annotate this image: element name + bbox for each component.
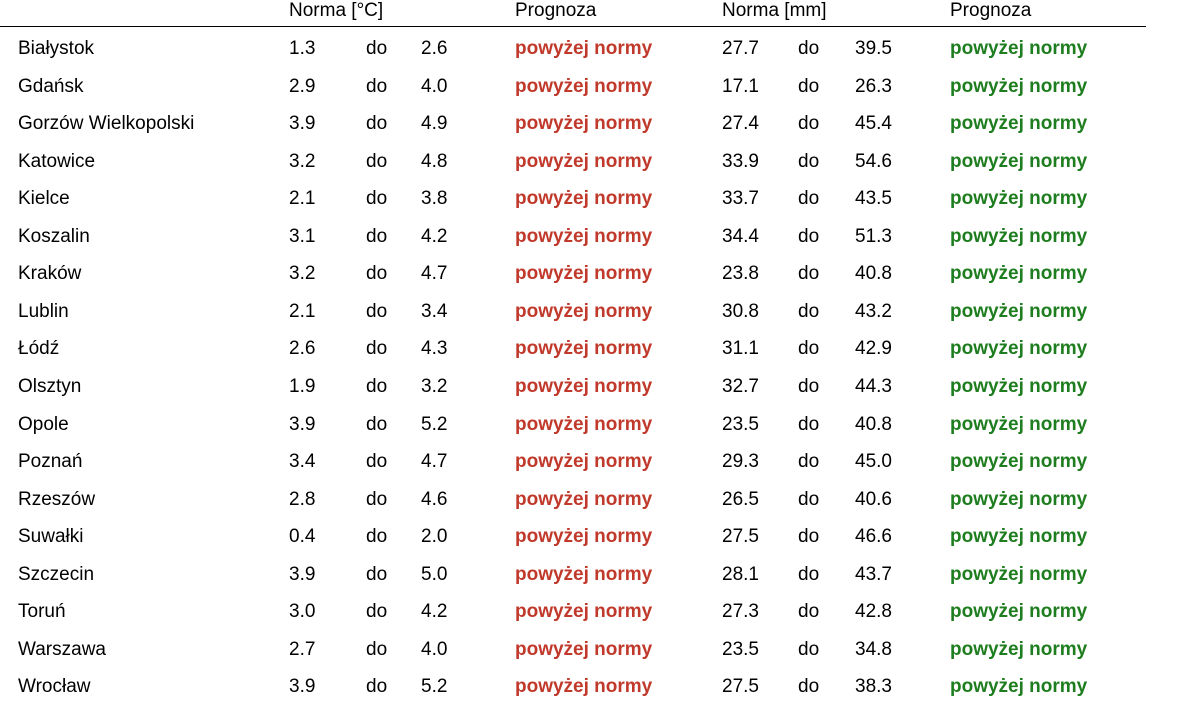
city-name-cell: Kielce xyxy=(18,188,70,210)
rain-norm-max-cell: 42.8 xyxy=(855,601,892,623)
rain-norm-max-cell: 43.2 xyxy=(855,300,892,322)
rain-norm-separator: do xyxy=(798,526,820,548)
temp-norm-separator: do xyxy=(366,300,388,322)
temp-forecast-cell: powyżej normy xyxy=(515,338,653,360)
rain-norm-min-cell: 26.5 xyxy=(722,488,759,510)
temp-forecast-cell: powyżej normy xyxy=(515,563,653,585)
rain-forecast-cell: powyżej normy xyxy=(950,563,1088,585)
city-name-cell: Gdańsk xyxy=(18,75,84,97)
rain-norm-max-cell: 43.7 xyxy=(855,563,892,585)
header-divider xyxy=(0,26,1146,27)
rain-norm-max-cell: 40.8 xyxy=(855,413,892,435)
table-row xyxy=(0,73,1200,111)
rain-norm-min-cell: 31.1 xyxy=(722,338,759,360)
rain-norm-min-cell: 27.3 xyxy=(722,601,759,623)
table-row xyxy=(0,335,1200,373)
table-header xyxy=(0,0,1200,26)
rain-forecast-cell: powyżej normy xyxy=(950,638,1088,660)
temp-norm-max-cell: 4.6 xyxy=(421,488,448,510)
temp-norm-separator: do xyxy=(366,526,388,548)
temp-norm-min-cell: 2.7 xyxy=(289,638,316,660)
table-row xyxy=(0,110,1200,148)
table-row xyxy=(0,185,1200,223)
rain-norm-min-cell: 32.7 xyxy=(722,375,759,397)
rain-norm-min-cell: 23.5 xyxy=(722,638,759,660)
temp-forecast-cell: powyżej normy xyxy=(515,526,653,548)
header-temp-norm: Norma [°C] xyxy=(289,0,384,21)
city-name-cell: Białystok xyxy=(18,38,95,59)
temp-forecast-cell: powyżej normy xyxy=(515,113,653,135)
rain-norm-max-cell: 26.3 xyxy=(855,75,892,97)
header-temp-forecast: Prognoza xyxy=(515,0,597,21)
rain-norm-separator: do xyxy=(798,113,820,135)
rain-forecast-cell: powyżej normy xyxy=(950,188,1088,210)
city-name-cell: Olsztyn xyxy=(18,375,82,397)
temp-forecast-cell: powyżej normy xyxy=(515,38,653,59)
temp-norm-min-cell: 3.1 xyxy=(289,225,316,247)
rain-norm-min-cell: 33.7 xyxy=(722,188,759,210)
temp-norm-separator: do xyxy=(366,638,388,660)
rain-norm-max-cell: 43.5 xyxy=(855,188,892,210)
temp-norm-min-cell: 3.9 xyxy=(289,563,316,585)
rain-norm-min-cell: 34.4 xyxy=(722,225,759,247)
temp-norm-max-cell: 5.2 xyxy=(421,413,448,435)
temp-norm-min-cell: 1.9 xyxy=(289,375,316,397)
table-row xyxy=(0,598,1200,636)
rain-norm-min-cell: 27.5 xyxy=(722,676,759,698)
table-row xyxy=(0,298,1200,336)
temp-norm-min-cell: 1.3 xyxy=(289,38,316,59)
table-row xyxy=(0,35,1200,73)
table-row xyxy=(0,561,1200,599)
rain-norm-separator: do xyxy=(798,638,820,660)
temp-norm-separator: do xyxy=(366,563,388,585)
rain-norm-separator: do xyxy=(798,38,820,59)
city-name-cell: Suwałki xyxy=(18,526,84,548)
rain-forecast-cell: powyżej normy xyxy=(950,601,1088,623)
temp-norm-max-cell: 3.8 xyxy=(421,188,448,210)
rain-forecast-cell: powyżej normy xyxy=(950,338,1088,360)
temp-norm-min-cell: 2.8 xyxy=(289,488,316,510)
temp-forecast-cell: powyżej normy xyxy=(515,638,653,660)
temp-norm-min-cell: 3.2 xyxy=(289,150,316,172)
rain-norm-min-cell: 29.3 xyxy=(722,451,759,473)
rain-norm-separator: do xyxy=(798,300,820,322)
temp-norm-max-cell: 4.9 xyxy=(421,113,448,135)
temp-forecast-cell: powyżej normy xyxy=(515,188,653,210)
city-name-cell: Rzeszów xyxy=(18,488,96,510)
table-row xyxy=(0,486,1200,524)
rain-forecast-cell: powyżej normy xyxy=(950,375,1088,397)
temp-forecast-cell: powyżej normy xyxy=(515,413,653,435)
temp-norm-max-cell: 4.2 xyxy=(421,225,448,247)
temp-forecast-cell: powyżej normy xyxy=(515,601,653,623)
table-row xyxy=(0,523,1200,561)
rain-norm-separator: do xyxy=(798,601,820,623)
rain-norm-min-cell: 23.5 xyxy=(722,413,759,435)
rain-norm-separator: do xyxy=(798,338,820,360)
temp-norm-separator: do xyxy=(366,488,388,510)
temp-norm-min-cell: 3.4 xyxy=(289,451,316,473)
table-row xyxy=(0,636,1200,674)
city-name-cell: Koszalin xyxy=(18,225,90,247)
temp-norm-max-cell: 4.7 xyxy=(421,451,448,473)
temp-forecast-cell: powyżej normy xyxy=(515,451,653,473)
rain-norm-min-cell: 33.9 xyxy=(722,150,759,172)
header-rain-forecast: Prognoza xyxy=(950,0,1032,21)
temp-forecast-cell: powyżej normy xyxy=(515,150,653,172)
rain-norm-separator: do xyxy=(798,413,820,435)
temp-forecast-cell: powyżej normy xyxy=(515,488,653,510)
table-row xyxy=(0,373,1200,411)
temp-norm-min-cell: 3.9 xyxy=(289,413,316,435)
city-name-cell: Gorzów Wielkopolski xyxy=(18,113,195,135)
temp-norm-max-cell: 4.0 xyxy=(421,638,448,660)
rain-forecast-cell: powyżej normy xyxy=(950,676,1088,698)
temp-norm-separator: do xyxy=(366,150,388,172)
city-name-cell: Opole xyxy=(18,413,69,435)
rain-forecast-cell: powyżej normy xyxy=(950,451,1088,473)
table-row xyxy=(0,260,1200,298)
rain-norm-separator: do xyxy=(798,225,820,247)
temp-norm-max-cell: 3.2 xyxy=(421,375,448,397)
temp-norm-max-cell: 4.7 xyxy=(421,263,448,285)
temp-norm-max-cell: 3.4 xyxy=(421,300,448,322)
rain-norm-separator: do xyxy=(798,563,820,585)
rain-norm-max-cell: 54.6 xyxy=(855,150,892,172)
rain-norm-separator: do xyxy=(798,676,820,698)
temp-norm-separator: do xyxy=(366,75,388,97)
temp-norm-min-cell: 3.9 xyxy=(289,676,316,698)
table-row xyxy=(0,411,1200,449)
rain-forecast-cell: powyżej normy xyxy=(950,263,1088,285)
rain-norm-max-cell: 40.8 xyxy=(855,263,892,285)
temp-norm-separator: do xyxy=(366,451,388,473)
rain-norm-separator: do xyxy=(798,75,820,97)
temp-norm-min-cell: 0.4 xyxy=(289,526,316,548)
rain-norm-separator: do xyxy=(798,488,820,510)
temp-norm-max-cell: 4.0 xyxy=(421,75,448,97)
rain-norm-separator: do xyxy=(798,188,820,210)
temp-forecast-cell: powyżej normy xyxy=(515,300,653,322)
rain-forecast-cell: powyżej normy xyxy=(950,488,1088,510)
rain-norm-max-cell: 46.6 xyxy=(855,526,892,548)
rain-norm-min-cell: 30.8 xyxy=(722,300,759,322)
temp-forecast-cell: powyżej normy xyxy=(515,75,653,97)
city-name-cell: Poznań xyxy=(18,451,83,473)
table-row xyxy=(0,448,1200,486)
temp-norm-separator: do xyxy=(366,225,388,247)
rain-norm-min-cell: 28.1 xyxy=(722,563,759,585)
table-row xyxy=(0,673,1200,711)
temp-norm-max-cell: 5.2 xyxy=(421,676,448,698)
city-name-cell: Katowice xyxy=(18,150,96,172)
rain-forecast-cell: powyżej normy xyxy=(950,413,1088,435)
rain-norm-max-cell: 40.6 xyxy=(855,488,892,510)
temp-forecast-cell: powyżej normy xyxy=(515,225,653,247)
rain-norm-max-cell: 42.9 xyxy=(855,338,892,360)
rain-norm-max-cell: 51.3 xyxy=(855,225,892,247)
rain-forecast-cell: powyżej normy xyxy=(950,526,1088,548)
temp-norm-separator: do xyxy=(366,375,388,397)
table-row xyxy=(0,223,1200,261)
temp-norm-min-cell: 3.0 xyxy=(289,601,316,623)
temp-norm-max-cell: 4.3 xyxy=(421,338,448,360)
temp-forecast-cell: powyżej normy xyxy=(515,263,653,285)
temp-norm-separator: do xyxy=(366,113,388,135)
rain-norm-min-cell: 27.7 xyxy=(722,38,759,59)
temp-norm-min-cell: 2.1 xyxy=(289,188,316,210)
temp-norm-separator: do xyxy=(366,601,388,623)
temp-forecast-cell: powyżej normy xyxy=(515,676,653,698)
temp-norm-max-cell: 2.0 xyxy=(421,526,448,548)
temp-norm-max-cell: 4.2 xyxy=(421,601,448,623)
rain-forecast-cell: powyżej normy xyxy=(950,300,1088,322)
rain-forecast-cell: powyżej normy xyxy=(950,150,1088,172)
rain-norm-separator: do xyxy=(798,451,820,473)
temp-norm-min-cell: 2.6 xyxy=(289,338,316,360)
temp-norm-max-cell: 5.0 xyxy=(421,563,448,585)
rain-norm-separator: do xyxy=(798,263,820,285)
city-name-cell: Lublin xyxy=(18,300,69,322)
rain-norm-max-cell: 39.5 xyxy=(855,38,892,59)
temp-norm-separator: do xyxy=(366,188,388,210)
temp-norm-min-cell: 3.2 xyxy=(289,263,316,285)
rain-norm-max-cell: 44.3 xyxy=(855,375,892,397)
city-name-cell: Łódź xyxy=(18,338,60,360)
city-name-cell: Szczecin xyxy=(18,563,95,585)
rain-norm-min-cell: 23.8 xyxy=(722,263,759,285)
temp-norm-separator: do xyxy=(366,413,388,435)
rain-forecast-cell: powyżej normy xyxy=(950,75,1088,97)
temp-norm-separator: do xyxy=(366,338,388,360)
rain-norm-min-cell: 27.5 xyxy=(722,526,759,548)
city-name-cell: Kraków xyxy=(18,263,82,285)
header-rain-norm: Norma [mm] xyxy=(722,0,827,21)
rain-norm-max-cell: 45.0 xyxy=(855,451,892,473)
city-name-cell: Warszawa xyxy=(18,638,106,660)
temp-norm-min-cell: 2.1 xyxy=(289,300,316,322)
temp-norm-max-cell: 2.6 xyxy=(421,38,448,59)
temp-norm-separator: do xyxy=(366,38,388,59)
temp-norm-min-cell: 2.9 xyxy=(289,75,316,97)
city-name-cell: Wrocław xyxy=(18,676,91,698)
rain-forecast-cell: powyżej normy xyxy=(950,38,1088,59)
rain-norm-max-cell: 38.3 xyxy=(855,676,892,698)
temp-norm-separator: do xyxy=(366,263,388,285)
rain-forecast-cell: powyżej normy xyxy=(950,225,1088,247)
rain-norm-max-cell: 34.8 xyxy=(855,638,892,660)
city-name-cell: Toruń xyxy=(18,601,66,623)
temp-norm-max-cell: 4.8 xyxy=(421,150,448,172)
rain-norm-min-cell: 27.4 xyxy=(722,113,759,135)
rain-forecast-cell: powyżej normy xyxy=(950,113,1088,135)
rain-norm-separator: do xyxy=(798,150,820,172)
temp-forecast-cell: powyżej normy xyxy=(515,375,653,397)
rain-norm-max-cell: 45.4 xyxy=(855,113,892,135)
temp-norm-separator: do xyxy=(366,676,388,698)
rain-norm-separator: do xyxy=(798,375,820,397)
table-row xyxy=(0,148,1200,186)
temp-norm-min-cell: 3.9 xyxy=(289,113,316,135)
rain-norm-min-cell: 17.1 xyxy=(722,75,759,97)
